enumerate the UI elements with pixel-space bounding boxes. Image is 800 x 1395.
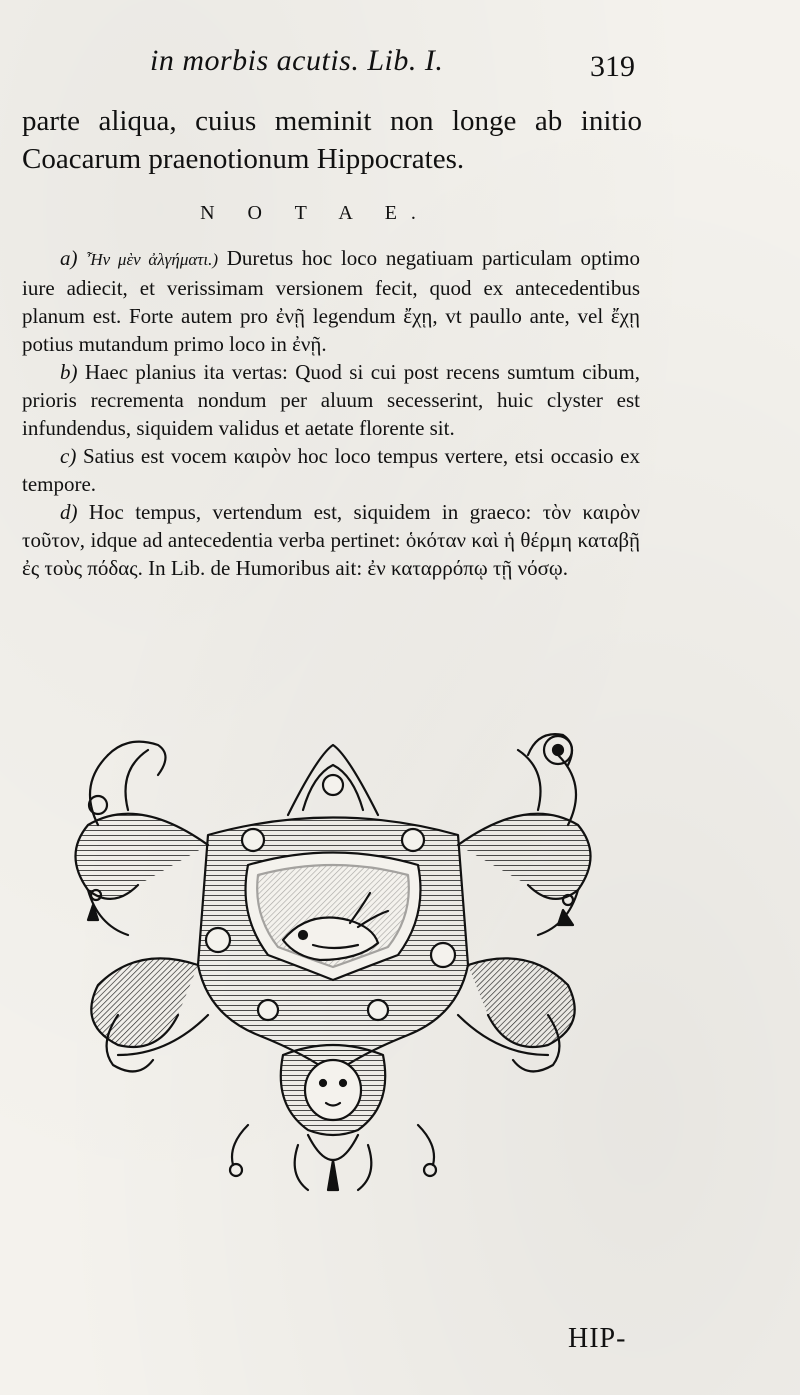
note-marker: d) [60,500,78,524]
fleuron-ornament-icon [58,715,608,1205]
continuation-paragraph: parte aliqua, cuius meminit non longe ab initio Coacarum praenotionum Hippocrates. [22,105,642,175]
note-text: Haec planius ita vertas: Quod si cui post recens sumtum cibum, prioris recrementa nondum per aluum secesserint, huic clyster est infundendus, siquidem validus et aetate florente sit. [22,360,641,440]
note-text: Satius est vocem καιρὸν hoc loco tempus vertere, etsi occasio ex tempore. [22,444,640,496]
note-marker: c) [60,444,77,468]
note-marker: a) [60,246,78,270]
running-head: in morbis acutis. Lib. I. [150,44,444,77]
note-text: Duretus hoc loco negatiuam particulam optimo iure adiecit, et verissimam versionem fecit, quod ex antecedentibus planum est. Forte autem pro ἐνῇ legendum ἔχῃ, vt paullo ante, vel ἔχῃ potius mutandum primo loco in ἐνῇ. [22,246,641,356]
notes-section [22,244,640,582]
note-c [22,442,640,498]
page-number: 319 [590,50,635,83]
note-marker: b) [60,360,78,384]
notes-heading: N O T A E. [200,202,430,224]
note-a [22,244,640,358]
note-b [22,358,640,442]
note-text: Hoc tempus, vertendum est, siquidem in graeco: τὸν καιρὸν τοῦτον, idque ad antecedentia verba pertinet: ὁκόταν καὶ ἡ θέρμη καταβῇ ἐς τοὺς πόδας. In Lib. de Humoribus ait: ἐν καταρρόπῳ τῇ νόσῳ. [22,500,641,580]
note-d [22,498,640,582]
greek-lemma: Ἦν μὲν ἀλγήματι.) [86,250,218,269]
catchword: HIP- [568,1323,627,1354]
